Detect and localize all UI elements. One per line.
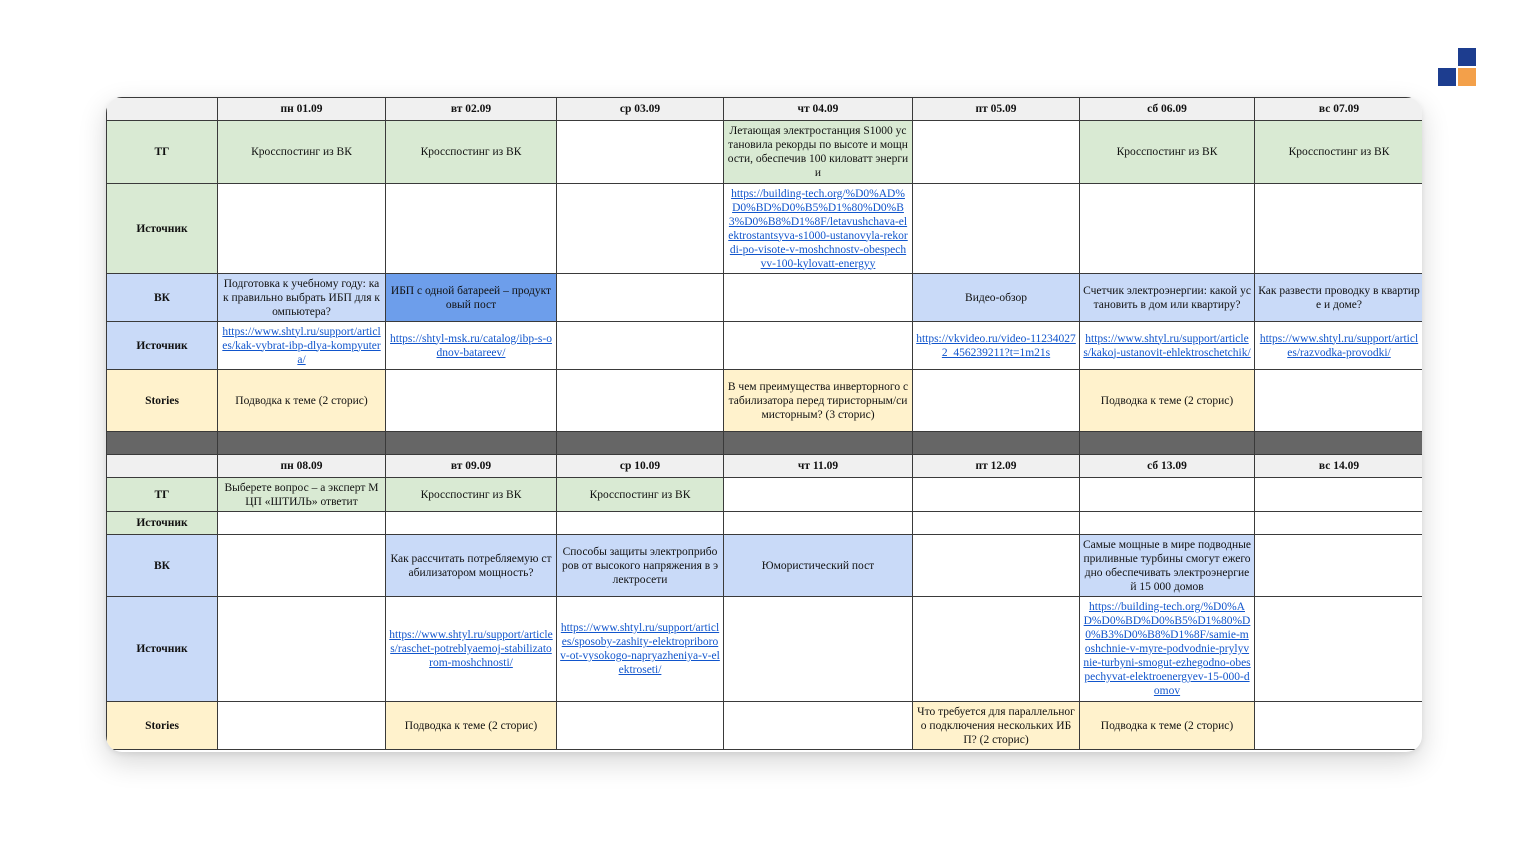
stories-post-cell[interactable]: Подводка к теме (2 сторис)	[1080, 702, 1255, 750]
source-cell[interactable]	[1080, 512, 1255, 535]
vk-post-cell[interactable]	[913, 535, 1080, 597]
brand-logo	[1438, 48, 1476, 86]
separator-cell	[107, 432, 218, 455]
vk-post-cell[interactable]: Способы защиты электроприборов от высокого напряжения в электросети	[557, 535, 724, 597]
vk-post-cell[interactable]: Подготовка к учебному году: как правильно выбрать ИБП для компьютера?	[218, 274, 386, 322]
row-label-tg_src: Источник	[107, 184, 218, 274]
tg-post-cell[interactable]	[557, 121, 724, 184]
separator-cell	[557, 432, 724, 455]
week1-tg_src-row	[107, 184, 1423, 274]
source-cell[interactable]	[913, 184, 1080, 274]
stories-post-cell[interactable]	[1255, 370, 1423, 432]
source-cell[interactable]	[1255, 597, 1423, 702]
tg-post-cell[interactable]: Летающая электростанция S1000 установила рекорды по высоте и мощности, обеспечив 100 киловатт энергии	[724, 121, 913, 184]
source-cell[interactable]	[557, 512, 724, 535]
stories-post-cell[interactable]: Подводка к теме (2 сторис)	[218, 370, 386, 432]
stories-post-cell[interactable]: Подводка к теме (2 сторис)	[1080, 370, 1255, 432]
row-label-vk: ВК	[107, 535, 218, 597]
content-schedule-table	[106, 97, 1422, 750]
logo-square-top	[1458, 48, 1476, 66]
row-label-vk: ВК	[107, 274, 218, 322]
row-label-stories: Stories	[107, 370, 218, 432]
vk-post-cell[interactable]	[724, 274, 913, 322]
day-header-cell[interactable]: пт 05.09	[913, 98, 1080, 121]
header-corner-cell	[107, 98, 218, 121]
source-link[interactable]: https://www.shtyl.ru/support/articles/sposoby-zashity-elektropriborov-ot-vysokogo-napryazheniya-v-elektroseti/	[560, 622, 720, 676]
day-header-cell[interactable]: ср 10.09	[557, 455, 724, 478]
separator-cell	[1255, 432, 1423, 455]
vk-post-cell[interactable]: Как рассчитать потребляемую стабилизатором мощность?	[386, 535, 557, 597]
separator-cell	[218, 432, 386, 455]
day-header-cell[interactable]: вс 07.09	[1255, 98, 1423, 121]
source-cell[interactable]	[557, 322, 724, 370]
week2-tg-row	[107, 478, 1423, 512]
week2-vk-row	[107, 535, 1423, 597]
row-label-vk_src: Источник	[107, 322, 218, 370]
week1-header-row	[107, 98, 1423, 121]
week2-header-row	[107, 455, 1423, 478]
source-link[interactable]: https://building-tech.org/%D0%AD%D0%BD%D0%B5%D1%80%D0%B3%D0%B8%D1%8F/samie-moshchnie-v-myre-podvodnie-prylyvnie-turbyni-smogut-ezhegodno-obespechyvat-elektroenergyev-15-000-domov	[1083, 601, 1251, 697]
day-header-cell[interactable]: вс 14.09	[1255, 455, 1423, 478]
source-cell[interactable]	[218, 184, 386, 274]
source-cell[interactable]	[386, 322, 557, 370]
row-label-tg: ТГ	[107, 478, 218, 512]
source-cell[interactable]	[1080, 322, 1255, 370]
week-separator-row	[107, 432, 1423, 455]
stories-post-cell[interactable]	[557, 702, 724, 750]
week1-vk-row	[107, 274, 1423, 322]
tg-post-cell[interactable]	[724, 478, 913, 512]
source-cell[interactable]	[913, 512, 1080, 535]
stories-post-cell[interactable]: В чем преимущества инверторного стабилизатора перед тиристорным/симисторным? (3 сторис)	[724, 370, 913, 432]
vk-post-cell[interactable]: Самые мощные в мире подводные приливные турбины смогут ежегодно обеспечивать электроэнергией 15 000 домов	[1080, 535, 1255, 597]
tg-post-cell[interactable]	[913, 478, 1080, 512]
tg-post-cell[interactable]: Кросспостинг из ВК	[386, 478, 557, 512]
tg-post-cell[interactable]: Кросспостинг из ВК	[218, 121, 386, 184]
day-header-cell[interactable]: вт 02.09	[386, 98, 557, 121]
tg-post-cell[interactable]: Кросспостинг из ВК	[557, 478, 724, 512]
stories-post-cell[interactable]	[724, 702, 913, 750]
day-header-cell[interactable]: вт 09.09	[386, 455, 557, 478]
source-cell[interactable]	[724, 597, 913, 702]
day-header-cell[interactable]: пн 08.09	[218, 455, 386, 478]
stories-post-cell[interactable]	[386, 370, 557, 432]
stories-post-cell[interactable]	[1255, 702, 1423, 750]
separator-cell	[386, 432, 557, 455]
vk-post-cell[interactable]	[557, 274, 724, 322]
source-cell[interactable]	[386, 597, 557, 702]
source-cell[interactable]	[913, 322, 1080, 370]
tg-post-cell[interactable]	[913, 121, 1080, 184]
source-cell[interactable]	[1080, 184, 1255, 274]
day-header-cell[interactable]: сб 13.09	[1080, 455, 1255, 478]
separator-cell	[913, 432, 1080, 455]
separator-cell	[1080, 432, 1255, 455]
stories-post-cell[interactable]: Что требуется для параллельного подключения нескольких ИБП? (2 сторис)	[913, 702, 1080, 750]
source-cell[interactable]	[724, 184, 913, 274]
source-cell[interactable]	[1255, 322, 1423, 370]
stories-post-cell[interactable]: Подводка к теме (2 сторис)	[386, 702, 557, 750]
source-link[interactable]: https://www.shtyl.ru/support/articles/raschet-potreblyaemoj-stabilizatorom-moshchnosti/	[389, 629, 553, 669]
week1-stories-row	[107, 370, 1423, 432]
week2-stories-row	[107, 702, 1423, 750]
stories-post-cell[interactable]	[913, 370, 1080, 432]
day-header-cell[interactable]: чт 11.09	[724, 455, 913, 478]
vk-post-cell[interactable]: Счетчик электроэнергии: какой установить в дом или квартиру?	[1080, 274, 1255, 322]
source-cell[interactable]	[218, 512, 386, 535]
day-header-cell[interactable]: сб 06.09	[1080, 98, 1255, 121]
vk-post-cell[interactable]	[218, 535, 386, 597]
vk-post-cell[interactable]: Юмористический пост	[724, 535, 913, 597]
row-label-stories: Stories	[107, 702, 218, 750]
source-cell[interactable]	[724, 322, 913, 370]
source-cell[interactable]	[386, 512, 557, 535]
source-cell[interactable]	[557, 597, 724, 702]
separator-cell	[724, 432, 913, 455]
source-cell[interactable]	[724, 512, 913, 535]
tg-post-cell[interactable]: Кросспостинг из ВК	[1255, 121, 1423, 184]
source-cell[interactable]	[557, 184, 724, 274]
vk-post-cell[interactable]: Как развести проводку в квартире и доме?	[1255, 274, 1423, 322]
schedule-card	[106, 97, 1422, 752]
vk-post-cell[interactable]: ИБП с одной батареей – продуктовый пост	[386, 274, 557, 322]
week1-vk_src-row	[107, 322, 1423, 370]
logo-square-accent	[1458, 68, 1476, 86]
vk-post-cell[interactable]	[1255, 535, 1423, 597]
source-cell[interactable]	[913, 597, 1080, 702]
day-header-cell[interactable]: чт 04.09	[724, 98, 913, 121]
source-link[interactable]: https://www.shtyl.ru/support/articles/kakoj-ustanovit-ehlektroschetchik/	[1083, 332, 1251, 359]
day-header-cell[interactable]: пт 12.09	[913, 455, 1080, 478]
tg-post-cell[interactable]: Выберете вопрос – а эксперт МЦП «ШТИЛЬ» ответит	[218, 478, 386, 512]
stories-post-cell[interactable]	[557, 370, 724, 432]
source-cell[interactable]	[218, 322, 386, 370]
row-label-tg: ТГ	[107, 121, 218, 184]
week2-tg_src-row	[107, 512, 1423, 535]
day-header-cell[interactable]: ср 03.09	[557, 98, 724, 121]
source-link[interactable]: https://shtyl-msk.ru/catalog/ibp-s-odnov-batareev/	[390, 332, 552, 359]
header-corner-cell	[107, 455, 218, 478]
source-link[interactable]: https://vkvideo.ru/video-112340272_456239211?t=1m21s	[916, 332, 1076, 359]
source-cell[interactable]	[1255, 512, 1423, 535]
tg-post-cell[interactable]: Кросспостинг из ВК	[1080, 121, 1255, 184]
source-cell[interactable]	[1080, 597, 1255, 702]
tg-post-cell[interactable]	[1255, 478, 1423, 512]
tg-post-cell[interactable]	[1080, 478, 1255, 512]
row-label-vk_src: Источник	[107, 597, 218, 702]
tg-post-cell[interactable]: Кросспостинг из ВК	[386, 121, 557, 184]
week1-tg-row	[107, 121, 1423, 184]
source-link[interactable]: https://www.shtyl.ru/support/articles/kak-vybrat-ibp-dlya-kompyutera/	[222, 325, 381, 366]
source-cell[interactable]	[386, 184, 557, 274]
week2-vk_src-row	[107, 597, 1423, 702]
vk-post-cell[interactable]: Видео-обзор	[913, 274, 1080, 322]
day-header-cell[interactable]: пн 01.09	[218, 98, 386, 121]
logo-square-left	[1438, 68, 1456, 86]
row-label-tg_src: Источник	[107, 512, 218, 535]
source-cell[interactable]	[218, 597, 386, 702]
stories-post-cell[interactable]	[218, 702, 386, 750]
source-cell[interactable]	[1255, 184, 1423, 274]
source-link[interactable]: https://building-tech.org/%D0%AD%D0%BD%D0%B5%D1%80%D0%B3%D0%B8%D1%8F/letavushchava-elektrostantsyva-s1000-ustanovyla-rekordi-po-visote-v-moshchnostv-obespechvv-100-kylovatt-energyy	[728, 187, 908, 270]
source-link[interactable]: https://www.shtyl.ru/support/articles/razvodka-provodki/	[1259, 332, 1419, 359]
